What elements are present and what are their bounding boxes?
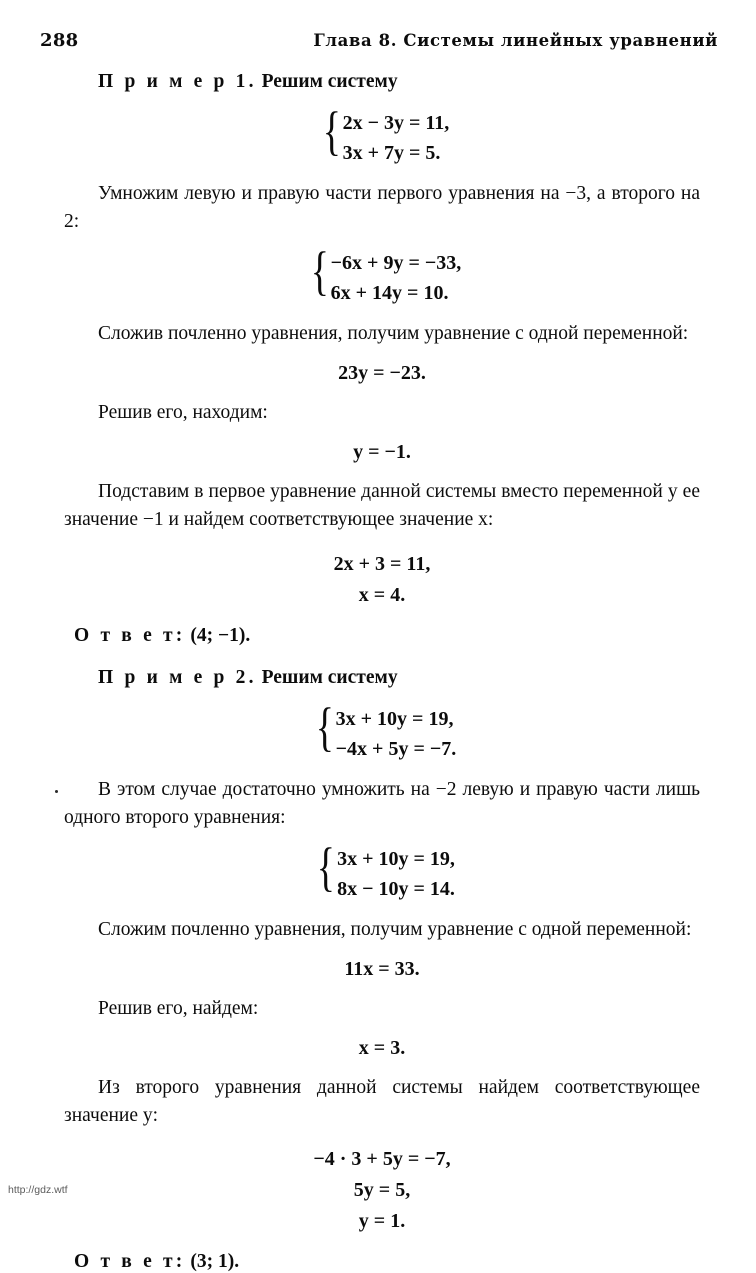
system-2-line-2: 6x + 14y = 10. [330,282,449,305]
answer-2-label: О т в е т: [74,1251,186,1273]
system-1 [64,101,700,168]
answer-1-label: О т в е т: [74,624,186,646]
system-3-line-1: 3x + 10y = 19, [335,707,454,730]
example-2-label: П р и м е р 2. [98,666,257,688]
example-1-label: П р и м е р 1. [98,71,257,92]
equation-5: x = 3. [358,1036,406,1059]
system-2-line-1: −6x + 9y = −33, [330,252,462,275]
system-1-line-1: 2x − 3y = 11, [342,112,450,135]
answer-2-value: (3; 1). [185,1251,240,1273]
system-3-line-2: −4x + 5y = −7. [335,737,457,760]
page-number: 288 [40,30,79,51]
answer-1-value: (4; −1). [185,624,251,646]
equation-3-line-1: 2x + 3 = 11, [333,552,431,575]
system-1-line-2: 3x + 7y = 5. [342,142,441,165]
equation-3-line-2: x = 4. [358,583,406,606]
equation-3 [64,549,700,611]
equation-4: 11x = 33. [344,957,420,980]
page-speck [55,790,58,793]
paragraph-5: В этом случае достаточно умножить на −2 левую и правую части лишь одного второго уравнения: [64,778,700,828]
system-4 [64,836,700,904]
equation-6-line-1: −4 · 3 + 5y = −7, [313,1148,451,1171]
brace-icon: { [315,696,334,757]
answer-2 [64,1251,700,1273]
system-4-line-1: 3x + 10y = 19, [337,847,455,870]
page-content [64,68,700,1273]
paragraph-2: Сложив почленно уравнения, получим уравнение с одной переменной: [98,323,689,345]
example-1-text: Решим систему [256,71,398,92]
paragraph-4: Подставим в первое уравнение данной системы вместо переменной y ее значение −1 и найдем соответствующее значение x: [64,481,700,531]
brace-icon: { [316,836,336,897]
answer-1 [64,625,700,647]
system-3 [64,696,700,764]
equation-2: y = −1. [353,441,411,464]
equation-1: 23y = −23. [338,362,426,385]
equation-6-line-3: y = 1. [358,1210,406,1233]
paragraph-6: Сложим почленно уравнения, получим уравнение с одной переменной: [98,918,692,940]
paragraph-8: Из второго уравнения данной системы найдем соответствующее значение y: [64,1076,700,1127]
system-4-line-2: 8x − 10y = 14. [337,877,455,900]
brace-icon: { [322,101,341,162]
example-2-heading [64,664,700,692]
paragraph-7: Решив его, найдем: [98,997,259,1019]
system-2 [64,241,700,308]
example-2-text: Решим систему [256,666,398,688]
page-header [40,30,718,51]
brace-icon: { [310,241,329,302]
paragraph-1: Умножим левую и правую части первого уравнения на −3, а второго на 2: [64,183,700,233]
equation-6 [64,1144,700,1237]
paragraph-3: Решив его, находим: [98,402,268,424]
footer-watermark-url: http://gdz.wtf [8,1184,68,1196]
chapter-title: Глава 8. Системы линейных уравнений [313,31,718,50]
equation-6-line-2: 5y = 5, [353,1179,411,1202]
example-1-heading [64,68,700,96]
